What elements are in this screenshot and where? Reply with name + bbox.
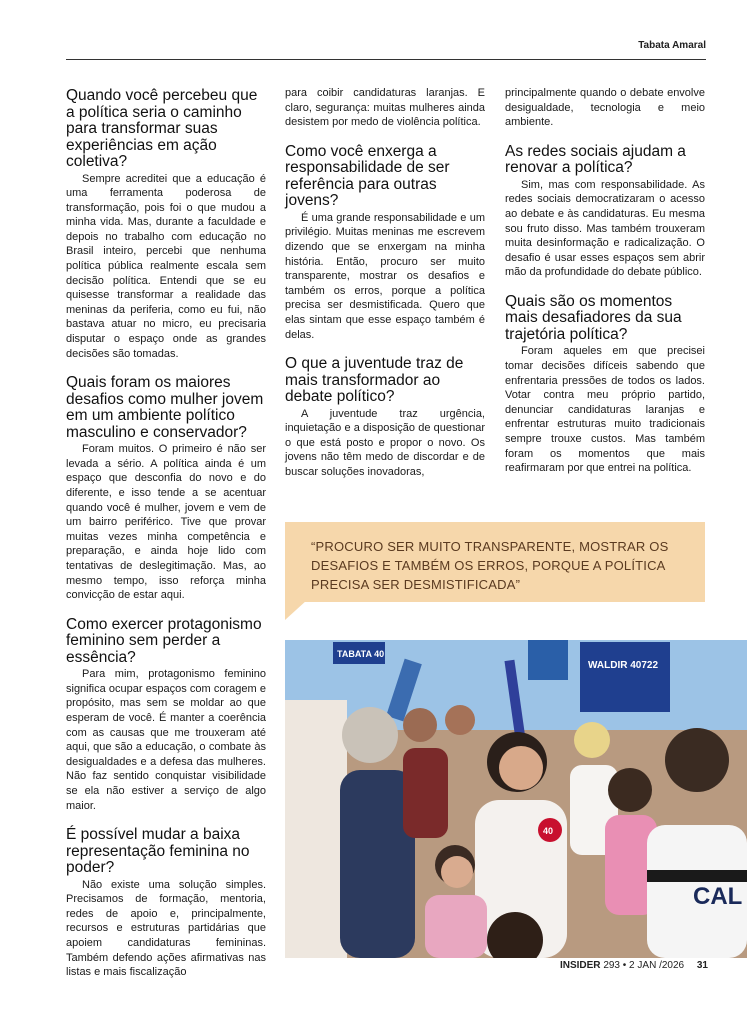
- answer-4: Não existe uma solução simples. Precisamos de formação, mentoria, redes de apoio e, principalmente, recursos e estruturas partidárias que apoiem candidaturas femininas. Também defendo ações afirmativas nas listas e mais fiscalização: [66, 878, 266, 979]
- issue-info: 293 • 2 JAN /2026: [603, 960, 685, 971]
- answer-5: É uma grande responsabilidade e um privilégio. Muitas meninas me escrevem dizendo que se enxergam na minha história. Então, procuro ser muito transparente, mostrar os desafios e também os erros, porque a política precisa ser desmistificada. Quero que elas sintam que esse espaço também é delas.: [285, 211, 485, 341]
- campaign-sign-2-label: WALDIR 40722: [588, 660, 659, 671]
- column-2: [285, 86, 485, 480]
- answer-6-continued: principalmente quando o debate envolve desigualdade, tecnologia e meio ambiente.: [505, 87, 705, 129]
- campaign-crowd-photo: [285, 640, 747, 958]
- man-head-1: [403, 708, 437, 742]
- header-divider: [66, 59, 706, 60]
- campaign-badge-number: 40: [543, 826, 554, 836]
- question-6: O que a juventude traz de mais transformador ao debate político?: [285, 355, 464, 406]
- foreground-person-left: [285, 700, 347, 958]
- answer-2: Foram muitos. O primeiro é não ser levada a sério. A política ainda é um espaço que desconfia do novo e do diferente, e isso tende a se acentuar quando você é mulher, jovem e vem de um bairro periférico. Tive que provar muitas vezes minha competência e preparação, e ainda hoje lido com tentativas de deslegitimação. Mas, ao mesmo tempo, isso reforça minha convicção de estar aqui.: [66, 443, 266, 602]
- girl-head: [608, 768, 652, 812]
- question-4: É possível mudar a baixa representação feminina no poder?: [66, 826, 250, 877]
- header-author-name: Tabata Amaral: [638, 40, 706, 51]
- column-3: [505, 86, 705, 476]
- child-face: [441, 856, 473, 888]
- man-head-2: [445, 705, 475, 735]
- pullquote-text: “PROCURO SER MUITO TRANSPARENTE, MOSTRAR OS DESAFIOS E TAMBÉM OS ERROS, PORQUE A POLÍTICA PRECISA SER DESMISTIFICADA”: [311, 539, 669, 592]
- magazine-name: INSIDER: [559, 960, 601, 971]
- question-7: As redes sociais ajudam a renovar a política?: [505, 142, 686, 177]
- question-3: Como exercer protagonismo feminino sem perder a essência?: [66, 615, 262, 666]
- answer-3: Para mim, protagonismo feminino significa ocupar espaços com coragem e propósito, mas sem se moldar ao que esperam de você. É manter a coerência com as causas que me trouxeram até aqui, que são a educação, o combate às desigualdades e a defesa das mulheres. Não faz sentido conquistar visibilidade se ela não estiver a serviço de algo maior.: [66, 668, 266, 812]
- older-woman-head: [342, 707, 398, 763]
- answer-1: Sempre acreditei que a educação é uma ferramenta poderosa de transformação, pois foi o que mudou a minha vida. Mas, durante a faculdade e depois no trabalho com educação no Brasil inteiro, percebi que nenhuma política pública realmente escala sem decisão política. Entendi que se eu quisesse transformar a realidade das meninas da periferia, como eu fui, não bastava atuar no micro, eu precisaria disputar o espaço onde as grandes decisões são tomadas.: [66, 172, 266, 360]
- photo-illustration: [285, 640, 747, 958]
- pullquote-tail: [285, 600, 307, 620]
- question-1: Quando você percebeu que a política seria o caminho para transformar suas experiências em ação coletiva?: [66, 87, 258, 170]
- question-2: Quais foram os maiores desafios como mulher jovem em um ambiente político masculino e conservador?: [66, 374, 264, 441]
- boy-head: [665, 728, 729, 792]
- jersey-stripe: [647, 870, 747, 882]
- column-1: [66, 88, 266, 980]
- question-5: Como você enxerga a responsabilidade de ser referência para outras jovens?: [285, 142, 450, 210]
- child-shirt: [425, 895, 487, 958]
- campaign-sign-3: [528, 640, 568, 680]
- man-body-1: [403, 748, 448, 838]
- page-number: 31: [696, 960, 708, 971]
- answer-6: A juventude traz urgência, inquietação e a disposição de questionar o que está posto e propor o novo. Os jovens não têm medo de discordar e de buscar soluções inovadoras,: [285, 407, 485, 478]
- campaign-sign-1-label: TABATA 40: [337, 649, 385, 659]
- campaign-sign-2: [580, 642, 670, 712]
- answer-4-continued: para coibir candidaturas laranjas. E claro, segurança: muitas mulheres ainda desistem por medo de violência política.: [285, 87, 485, 129]
- jersey-lettering: CAL: [693, 883, 743, 910]
- answer-8: Foram aqueles em que precisei tomar decisões difíceis sabendo que enfrentaria pressões de todos os lados. Votar contra meu próprio partido, denunciar candidaturas laranjas e enfrentar estruturas muito tradicionais sempre trouxe custos. Mas também foram os momentos que mais reafirmaram por que entrei na política.: [505, 345, 705, 475]
- question-8: Quais são os momentos mais desafiadores da sua trajetória política?: [505, 292, 682, 343]
- candidate-face: [499, 746, 543, 790]
- answer-7: Sim, mas com responsabilidade. As redes sociais democratizaram o acesso ao debate e às candidaturas. Eu mesma sou fruto disso. Mas também trouxeram muita desinformação e radicalização. O desafio é usar esses espaços sem abrir mão da profundidade do debate público.: [505, 178, 705, 279]
- blonde-woman-head: [574, 722, 610, 758]
- page-footer: [560, 960, 708, 971]
